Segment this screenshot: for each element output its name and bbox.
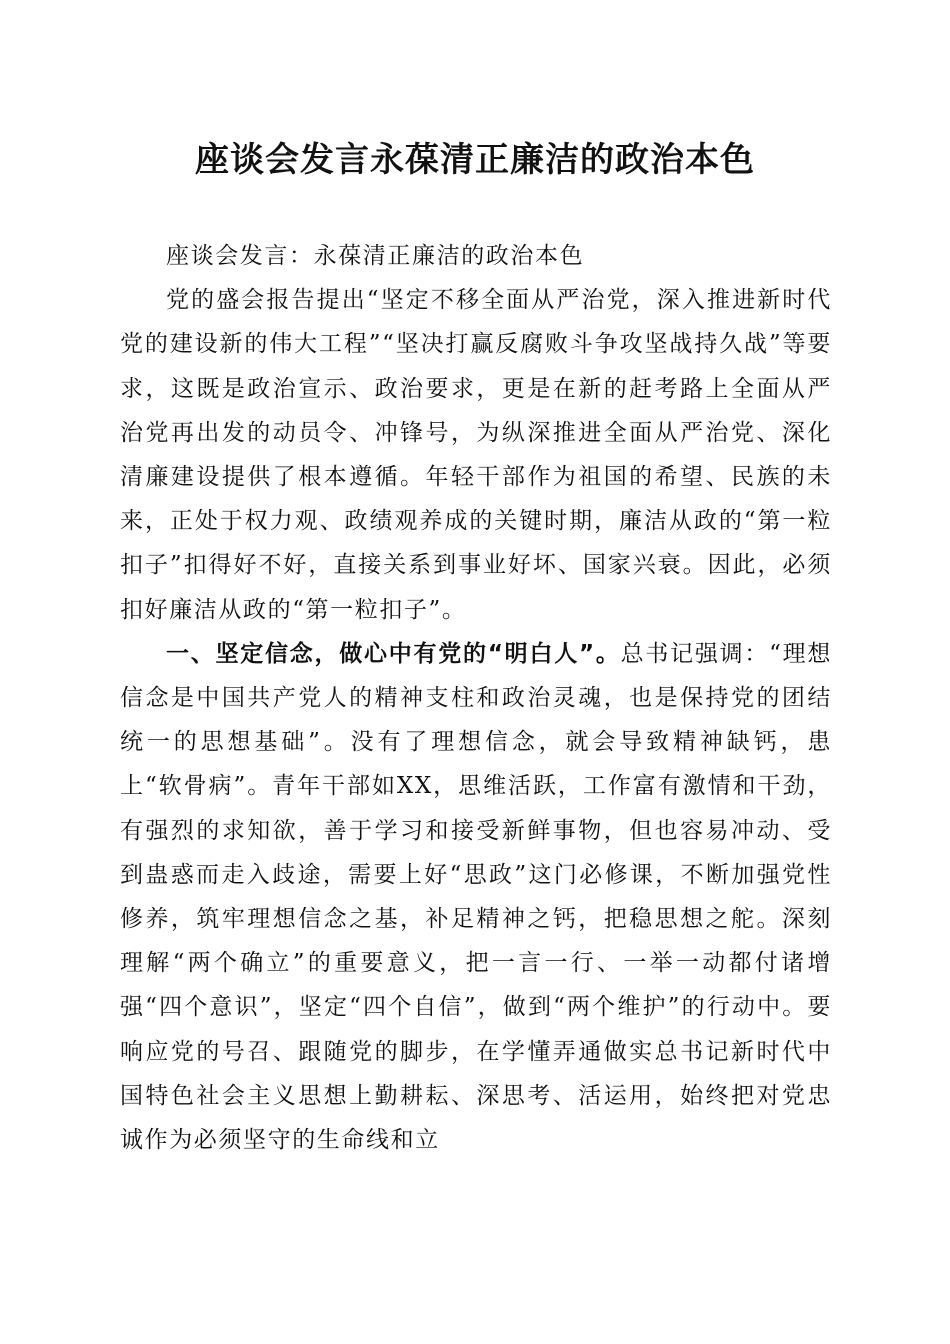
paragraph-intro: 党的盛会报告提出“坚定不移全面从严治党，深入推进新时代党的建设新的伟大工程”“坚决打赢反腐败斗争攻坚战持久战”等要求，这既是政治宣示、政治要求，更是在新的赶考路上全面从严治党再出发的动员令、冲锋号，为纵深推进全面从严治党、深化清廉建设提供了根本遵循。年轻干部作为祖国的希望、民族的未来，正处于权力观、政绩观养成的关键时期，廉洁从政的“第一粒扣子”扣得好不好，直接关系到事业好坏、国家兴衰。因此，必须扣好廉洁从政的“第一粒扣子”。 bbox=[120, 287, 832, 623]
section-1-heading: 一、坚定信念，做心中有党的“明白人”。 bbox=[166, 640, 621, 667]
section-1-text: 总书记强调：“理想信念是中国共产党人的精神支柱和政治灵魂，也是保持党的团结统一的思想基础”。没有了理想信念，就会导致精神缺钙，患上“软骨病”。青年干部如XX，思维活跃，工作富有激情和干劲，有强烈的求知欲，善于学习和接受新鲜事物，但也容易冲动、受到蛊惑而走入歧途，需要上好“思政”这门必修课，不断加强党性修养，筑牢理想信念之基，补足精神之钙，把稳思想之舵。深刻理解“两个确立”的重要意义，把一言一行、一举一动都付诸增强“四个意识”，坚定“四个自信”，做到“两个维护”的行动中。要响应党的号召、跟随党的脚步，在学懂弄通做实总书记新时代中国特色社会主义思想上勤耕耘、深思考、活运用，始终把对党忠诚作为必须坚守的生命线和立 bbox=[120, 640, 832, 1154]
paragraph-section-1 bbox=[120, 632, 832, 1162]
document-body bbox=[120, 234, 832, 1162]
subtitle-line: 座谈会发言：永葆清正廉洁的政治本色 bbox=[166, 243, 585, 269]
document-title: 座谈会发言永葆清正廉洁的政治本色 bbox=[195, 140, 755, 180]
